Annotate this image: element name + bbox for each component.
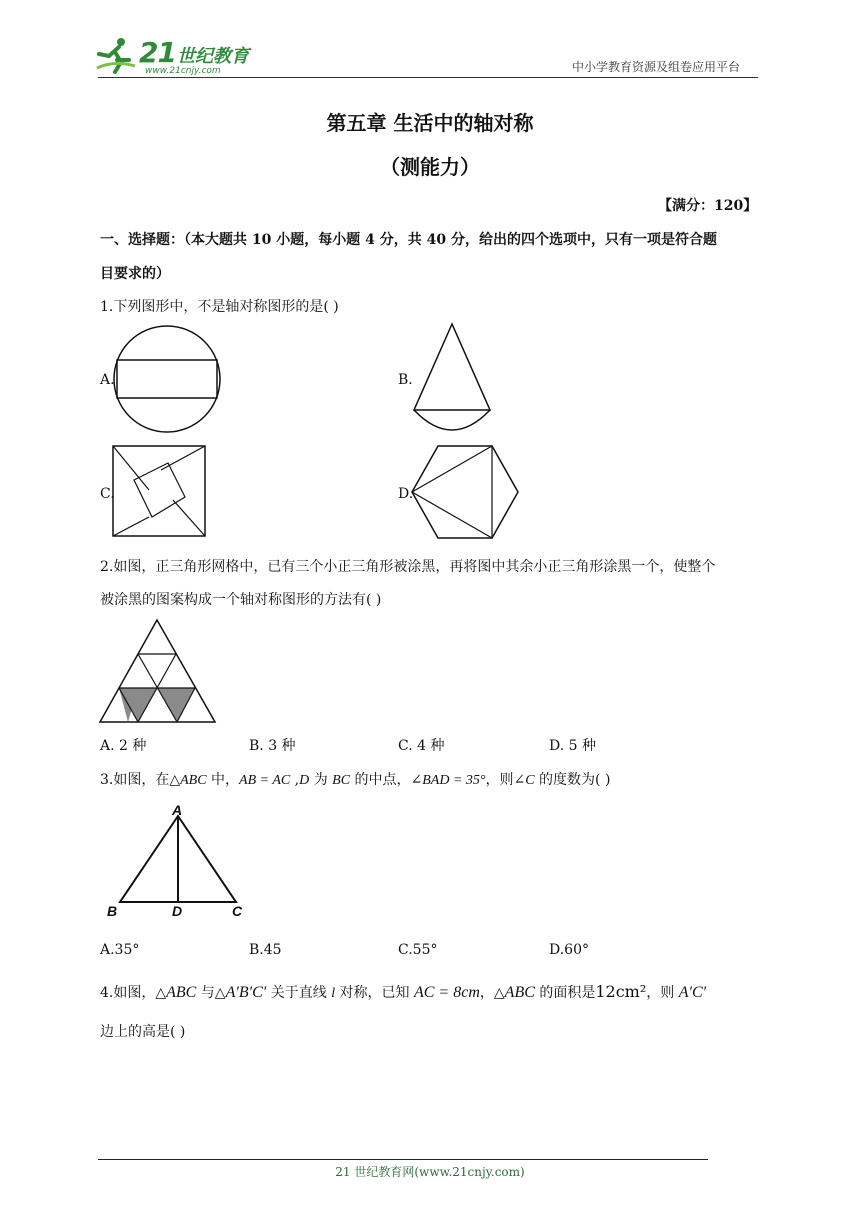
q1-option-b-label: B. xyxy=(398,372,413,388)
q3-label-a: A xyxy=(172,802,183,818)
q2-stem-line2: 被涂黑的图案构成一个轴对称图形的方法有( ) xyxy=(100,592,382,608)
q3-mid4: 的中点， xyxy=(350,772,411,788)
q4-prefix: 4.如图，△ xyxy=(100,985,167,1001)
q2-option-d: D. 5 种 xyxy=(549,738,596,754)
q4-mid1: 与△ xyxy=(196,985,226,1001)
q4-abc-prime: A′B′C′ xyxy=(225,984,267,1001)
score-label: 【满分：120】 xyxy=(658,198,758,214)
q1-figure-b-cone xyxy=(410,322,494,434)
q3-label-d: D xyxy=(172,903,183,919)
q3-d: D xyxy=(299,773,310,788)
q4-l: l xyxy=(331,986,336,1001)
q3-stem xyxy=(100,770,610,791)
q3-option-d: D.60° xyxy=(549,942,589,958)
footer-divider xyxy=(98,1159,708,1160)
q4-abc3: ABC xyxy=(504,984,535,1001)
header-divider xyxy=(98,77,758,78)
q1-figure-d-hexagon xyxy=(410,444,522,540)
q4-mid2: 关于直线 xyxy=(266,985,332,1001)
q3-label-b: B xyxy=(107,903,118,919)
q3-prefix: 3.如图，在△ xyxy=(100,772,181,788)
page-title: 第五章 生活中的轴对称 xyxy=(326,111,534,135)
q1-option-a-label: A. xyxy=(100,372,115,388)
q3-abc: ABC xyxy=(180,773,207,788)
q3-bc: BC xyxy=(332,773,351,788)
section-heading-line2: 目要求的） xyxy=(100,266,170,282)
q3-mid2: , xyxy=(290,772,300,788)
q1-stem: 1.下列图形中，不是轴对称图形的是( ) xyxy=(100,299,339,315)
q4-mid5: 的面积是 xyxy=(534,985,596,1001)
q4-ac-prime: A′C′ xyxy=(678,984,707,1001)
logo-url: www.21cnjy.com xyxy=(145,66,221,76)
section-heading-line1: 一、选择题：（本大题共 10 小题，每小题 4 分，共 40 分，给出的四个选项中，只有一项是符合题 xyxy=(100,232,717,248)
q4-abc: ABC xyxy=(166,984,197,1001)
q3-mid3: 为 xyxy=(309,772,333,788)
q2-option-c: C. 4 种 xyxy=(398,738,445,754)
header-logo xyxy=(95,36,265,78)
header-platform: 中小学教育资源及组卷应用平台 xyxy=(572,60,741,74)
logo-number: 21 xyxy=(139,36,176,69)
q3-angle: ∠BAD = 35° xyxy=(410,773,486,788)
q4-stem-line1 xyxy=(100,982,706,1004)
q3-cond: AB = AC xyxy=(239,773,291,788)
q4-mid3: 对称，已知 xyxy=(335,985,414,1001)
q1-option-d-label: D. xyxy=(398,486,414,502)
q1-figure-a-circle-rect xyxy=(112,327,224,431)
q4-stem-line2: 边上的高是( ) xyxy=(100,1024,186,1040)
runner-logo-icon xyxy=(95,36,135,74)
footer-text: 21 世纪教育网(www.21cnjy.com) xyxy=(335,1165,525,1179)
q2-option-b: B. 3 种 xyxy=(249,738,296,754)
q4-mid4: ，△ xyxy=(479,985,505,1001)
q3-option-a: A.35° xyxy=(100,942,140,958)
q3-label-c: C xyxy=(232,903,243,919)
q2-stem-line1: 2.如图，正三角形网格中，已有三个小正三角形被涂黑，再将图中其余小正三角形涂黑一个，使整个 xyxy=(100,559,716,575)
q3-suffix: 的度数为( ) xyxy=(534,772,611,788)
q4-mid6: ，则 xyxy=(646,985,679,1001)
page-subtitle: （测能力） xyxy=(380,155,480,179)
q3-c: C xyxy=(525,773,535,788)
logo-text: 世纪教育 xyxy=(177,46,249,67)
q1-figure-c-square-pinwheel xyxy=(112,445,208,539)
q3-option-b: B.45 xyxy=(249,942,282,958)
q2-option-a: A. 2 种 xyxy=(100,738,147,754)
q3-mid5: ，则∠ xyxy=(485,772,526,788)
q2-triangle-grid xyxy=(98,618,218,724)
q4-ac: AC = 8cm xyxy=(413,984,480,1001)
q3-option-c: C.55° xyxy=(398,942,438,958)
q1-option-c-label: C. xyxy=(100,486,115,502)
q4-area: 12cm² xyxy=(595,982,647,1001)
q3-mid1: 中， xyxy=(206,772,240,788)
